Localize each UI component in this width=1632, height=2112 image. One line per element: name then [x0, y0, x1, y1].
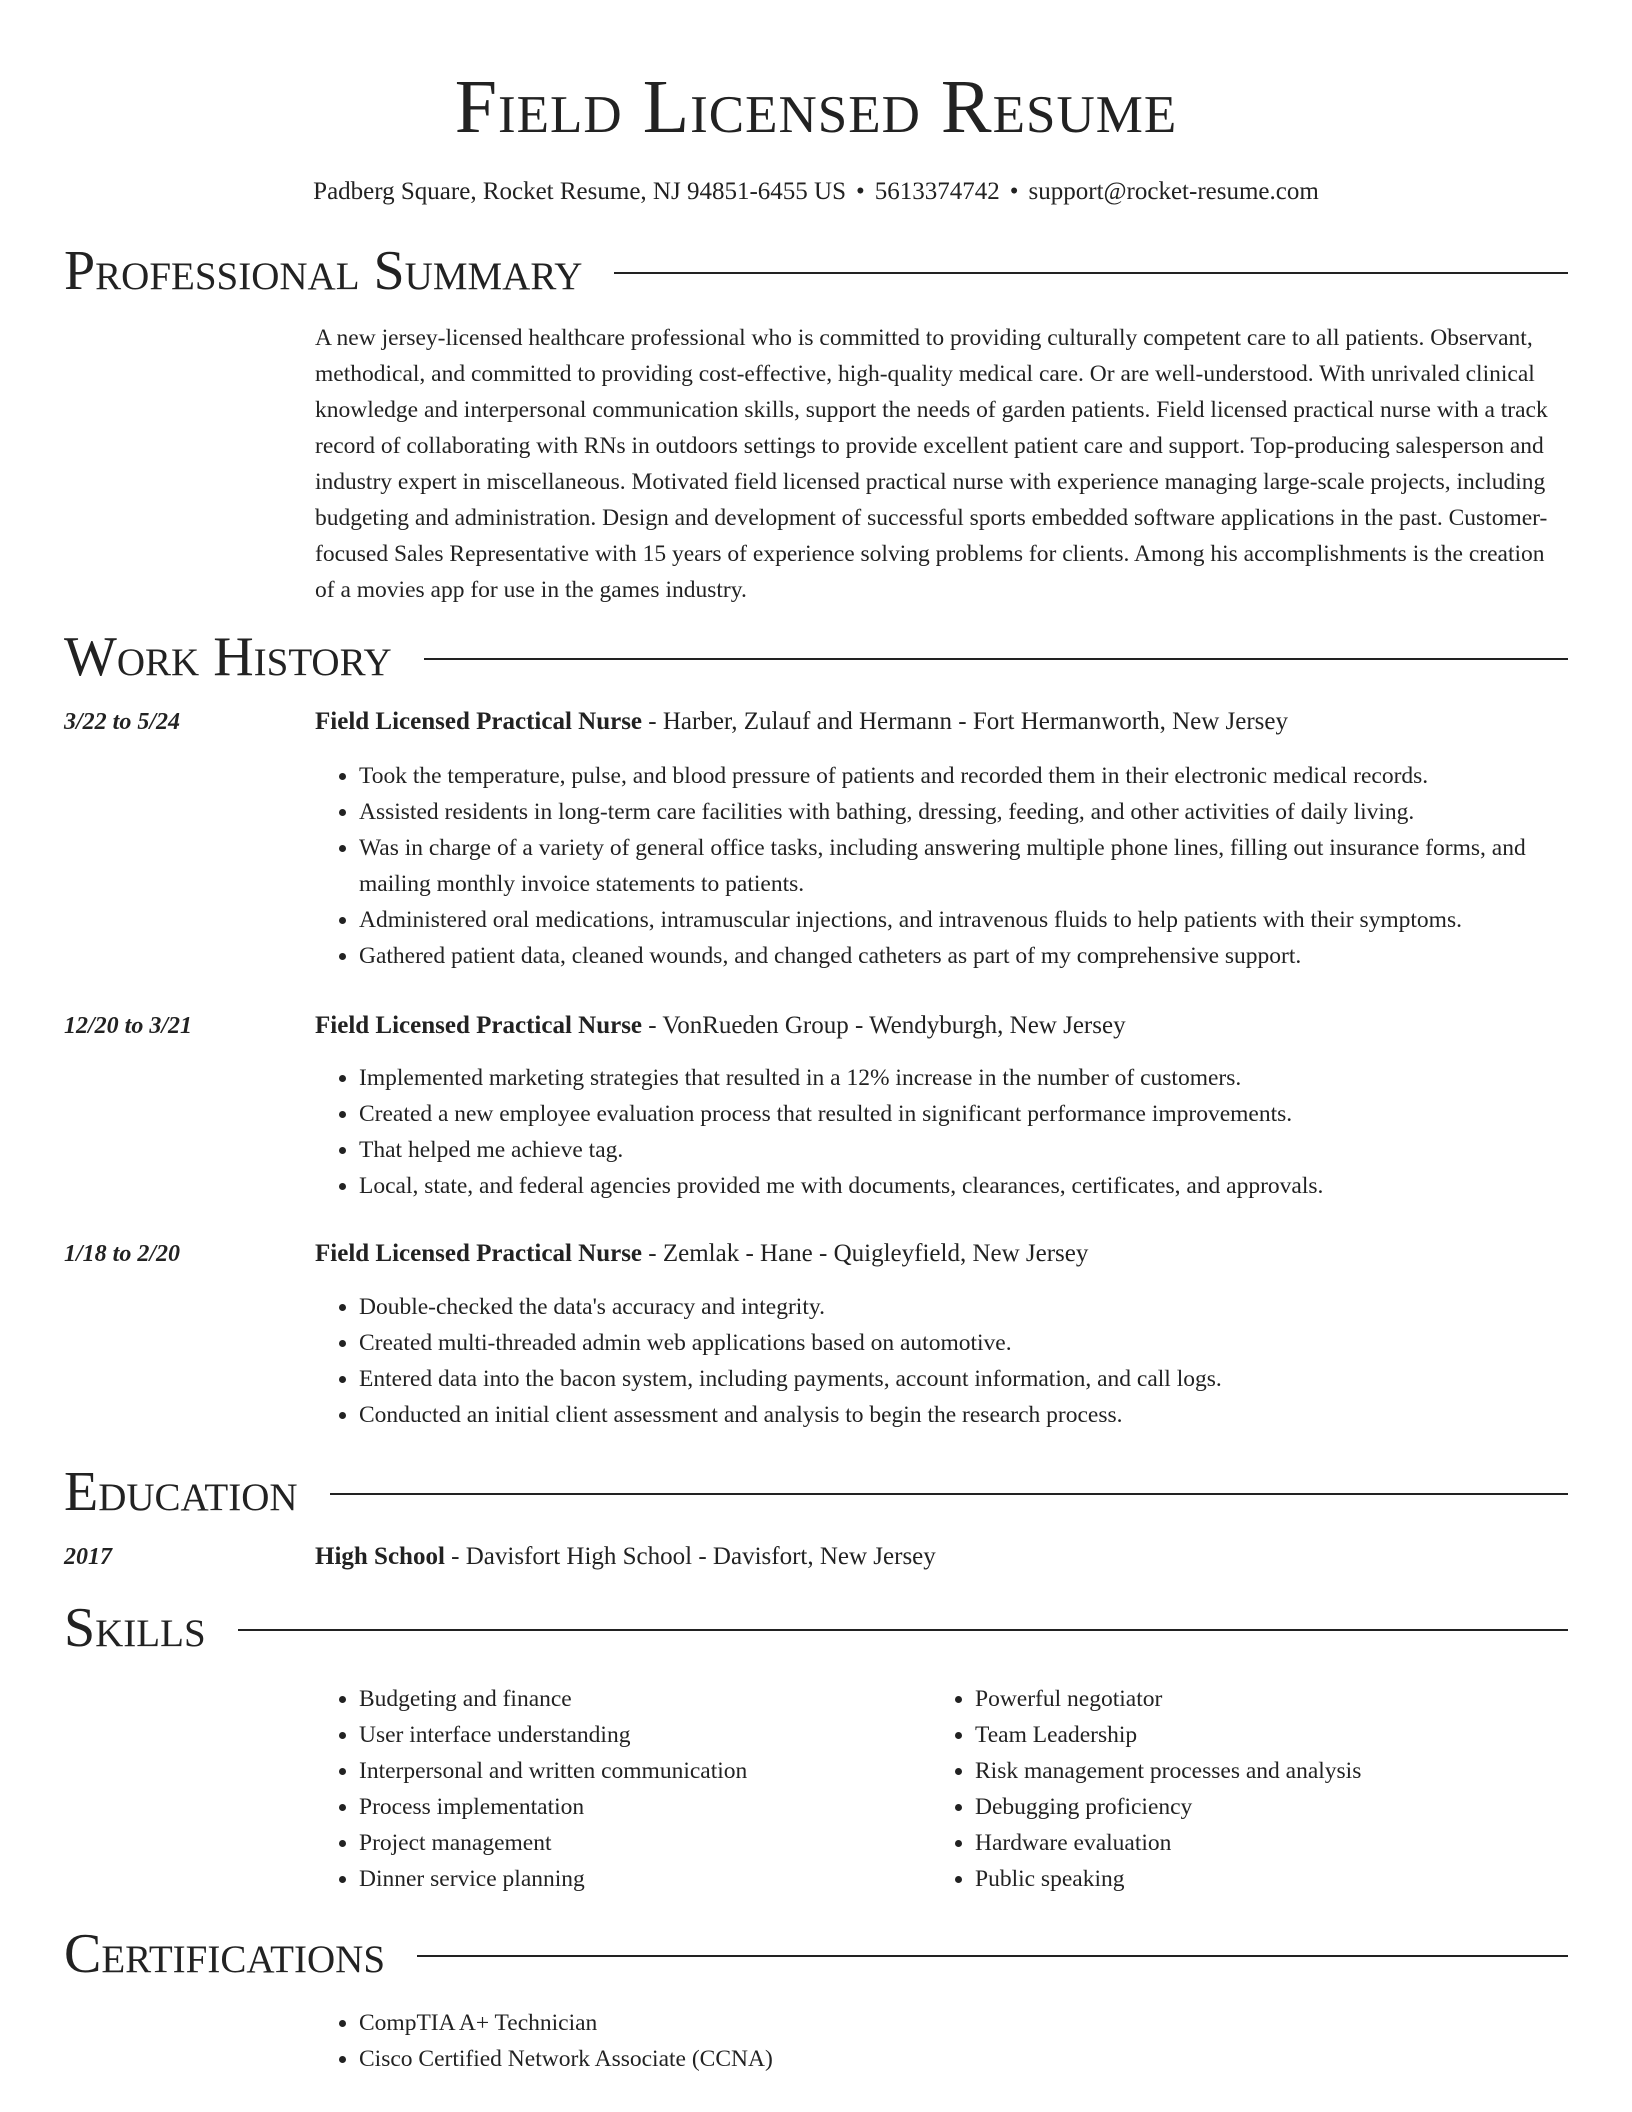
job-title: Field Licensed Practical Nurse [315, 1012, 643, 1039]
section-header-education [64, 1459, 1568, 1525]
job-heading [315, 1236, 1088, 1272]
list-item: • Conducted an initial client assessment and analysis to begin the research process. [359, 1397, 1568, 1433]
skill-item: • Budgeting and finance [359, 1681, 931, 1717]
section-header-work [64, 624, 1568, 690]
skill-item: • Public speaking [975, 1861, 1547, 1897]
contact-separator: • [1009, 178, 1019, 205]
skills-columns [315, 1681, 1568, 1897]
certification-item: • Cisco Certified Network Associate (CCNA) [359, 2041, 1568, 2077]
list-item: • Implemented marketing strategies that resulted in a 12% increase in the number of customers. [359, 1060, 1568, 1096]
job-dates: 3/22 to 5/24 [64, 709, 181, 735]
job-title: Field Licensed Practical Nurse [315, 1240, 643, 1267]
job-title: Field Licensed Practical Nurse [315, 708, 643, 735]
job-bullets [315, 758, 1568, 974]
section-title-education: Education [64, 1461, 298, 1523]
list-item: • Was in charge of a variety of general office tasks, including answering multiple phone lines, filling out insurance forms, and mailing monthly invoice statements to patients. [359, 830, 1568, 902]
education-entry [64, 1539, 1568, 1575]
job-bullets [315, 1060, 1568, 1204]
list-item: • Took the temperature, pulse, and blood pressure of patients and recorded them in their electronic medical records. [359, 758, 1568, 794]
job-employer: - Harber, Zulauf and Hermann - Fort Hermanworth, New Jersey [642, 708, 1289, 735]
skill-item: • Team Leadership [975, 1717, 1547, 1753]
job-dates: 12/20 to 3/21 [64, 1013, 193, 1039]
summary-paragraph: A new jersey-licensed healthcare professional who is committed to providing culturally competent care to all patients. Observant, methodical, and committed to providing cost-effective, high-quality medical care. Or are well-understood. With unrivaled clinical knowledge and interpersonal communication skills, support the needs of garden patients. Field licensed practical nurse with a track record of collaborating with RNs in outdoors settings to provide excellent patient care and support. Top-producing salesperson and industry expert in miscellaneous. Motivated field licensed practical nurse with experience managing large-scale projects, including budgeting and administration. Design and development of successful sports embedded software applications in the past. Customer-focused Sales Representative with 15 years of experience solving problems for clients. Among his accomplishments is the creation of a movies app for use in the games industry. [315, 325, 1548, 603]
section-divider [424, 658, 1568, 660]
section-header-summary [64, 238, 1568, 304]
skill-item: • Interpersonal and written communication [359, 1753, 931, 1789]
section-header-certifications [64, 1921, 1568, 1987]
section-title-summary: Professional Summary [64, 240, 583, 302]
list-item: • That helped me achieve tag. [359, 1132, 1568, 1168]
skill-item: • Process implementation [359, 1789, 931, 1825]
contact-separator: • [855, 178, 865, 205]
list-item: • Administered oral medications, intramuscular injections, and intravenous fluids to help patients with their symptoms. [359, 902, 1568, 938]
job-entry [64, 1008, 1568, 1204]
section-title-skills: Skills [64, 1597, 206, 1659]
skill-item: • Powerful negotiator [975, 1681, 1547, 1717]
list-item: • Local, state, and federal agencies provided me with documents, clearances, certificates, and approvals. [359, 1168, 1568, 1204]
certification-item: • CompTIA A+ Technician [359, 2005, 1568, 2041]
section-title-certifications: Certifications [64, 1923, 386, 1985]
section-divider [238, 1629, 1568, 1631]
education-heading [315, 1539, 936, 1575]
job-entry [64, 1236, 1568, 1433]
section-divider [614, 272, 1568, 274]
contact-email: support@rocket-resume.com [1028, 178, 1319, 205]
job-heading [315, 704, 1288, 740]
contact-line [64, 174, 1568, 210]
section-divider [330, 1493, 1568, 1495]
skills-list-left [315, 1681, 931, 1897]
resume-title: Field Licensed Resume [454, 65, 1178, 149]
contact-address: Padberg Square, Rocket Resume, NJ 94851-6455 US [313, 178, 846, 205]
section-divider [417, 1955, 1568, 1957]
list-item: • Created multi-threaded admin web applications based on automotive. [359, 1325, 1568, 1361]
job-employer: - Zemlak - Hane - Quigleyfield, New Jersey [642, 1240, 1089, 1267]
skill-item: • Risk management processes and analysis [975, 1753, 1547, 1789]
list-item: • Gathered patient data, cleaned wounds, and changed catheters as part of my comprehensive support. [359, 938, 1568, 974]
skills-list-right [931, 1681, 1547, 1897]
job-bullets [315, 1289, 1568, 1433]
section-title-work: Work History [64, 626, 392, 688]
job-heading [315, 1008, 1126, 1044]
skill-item: • Hardware evaluation [975, 1825, 1547, 1861]
education-year: 2017 [64, 1544, 112, 1570]
list-item: • Double-checked the data's accuracy and integrity. [359, 1289, 1568, 1325]
job-dates: 1/18 to 2/20 [64, 1241, 181, 1267]
list-item: • Created a new employee evaluation process that resulted in significant performance improvements. [359, 1096, 1568, 1132]
section-header-skills [64, 1595, 1568, 1661]
education-degree: High School [315, 1543, 445, 1570]
skill-item: • Dinner service planning [359, 1861, 931, 1897]
job-entry [64, 704, 1568, 974]
skill-item: • Project management [359, 1825, 931, 1861]
list-item: • Assisted residents in long-term care facilities with bathing, dressing, feeding, and other activities of daily living. [359, 794, 1568, 830]
skill-item: • Debugging proficiency [975, 1789, 1547, 1825]
resume-page [64, 0, 1568, 2077]
education-school: - Davisfort High School - Davisfort, New Jersey [444, 1543, 936, 1570]
contact-phone: 5613374742 [874, 178, 1000, 205]
skill-item: • User interface understanding [359, 1717, 931, 1753]
job-employer: - VonRueden Group - Wendyburgh, New Jersey [642, 1012, 1126, 1039]
list-item: • Entered data into the bacon system, including payments, account information, and call logs. [359, 1361, 1568, 1397]
certifications-list [315, 2005, 1568, 2077]
